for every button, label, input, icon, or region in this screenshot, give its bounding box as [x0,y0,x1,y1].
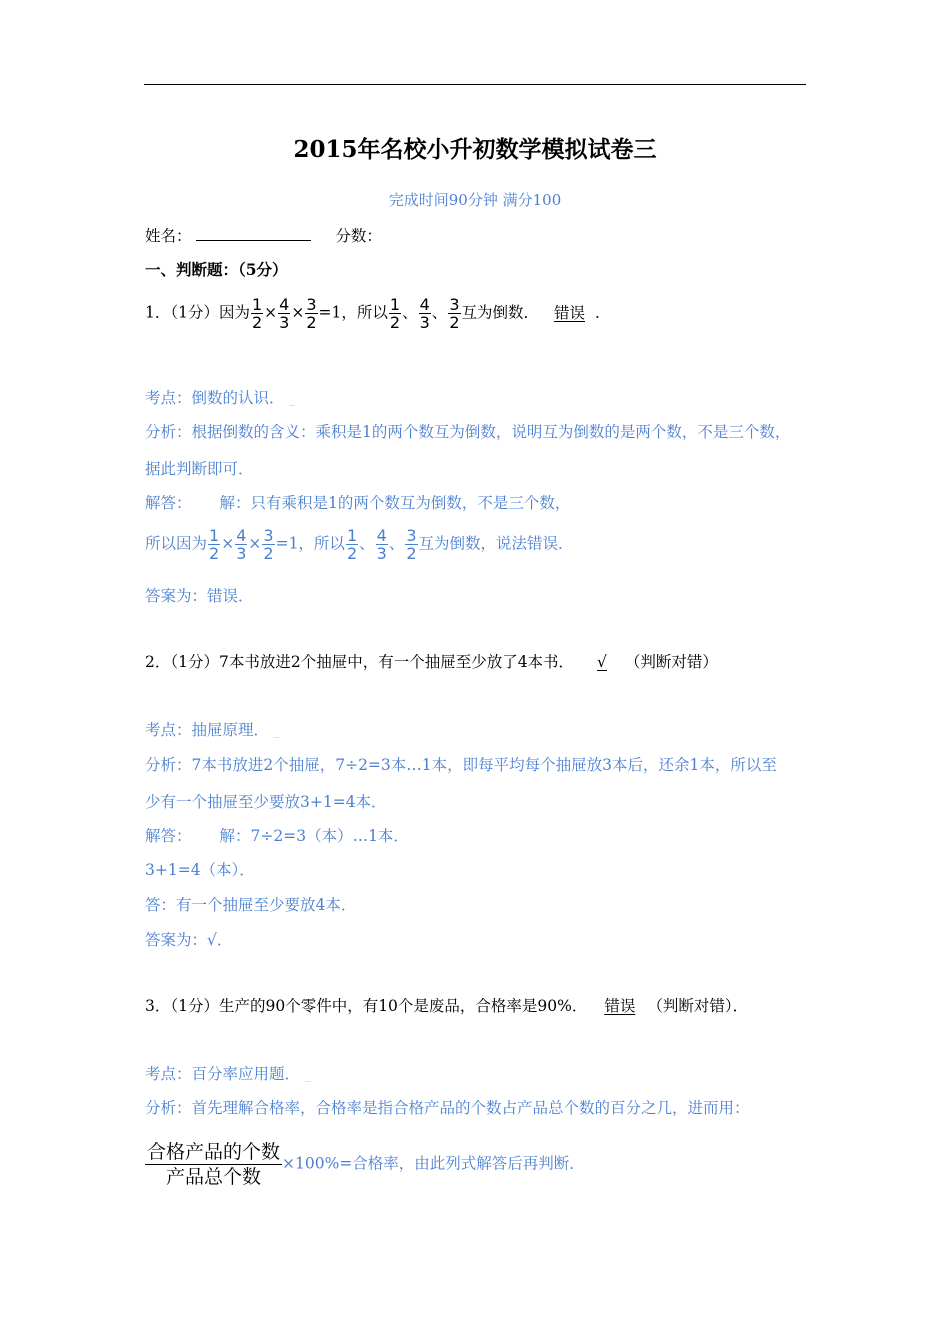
fraction: $\frac{3}{2}$ [406,526,417,563]
fraction: $\frac{4}{3}$ [376,526,387,563]
q2-answer: √ [597,653,607,671]
q3-formula: $\frac{\text{合格产品的个数}}{\text{产品总个数}}$ ×100%=合格率，由此列式解答后再判断． [147,1141,585,1188]
q1-fenxi-2: 据此判断即可． [145,460,254,478]
fraction: $\frac{1}{2}$ [346,526,358,563]
q2-jieda-3: 答：有一个抽屉至少要放4本． [145,896,357,914]
fraction: $\frac{4}{3}$ [419,295,430,332]
q3-kaodian: 考点：百分率应用题． _ [145,1065,311,1083]
q1-daan: 答案为：错误． [145,587,254,605]
q1-fenxi-1: 分析：根据倒数的含义：乘积是1的两个数互为倒数，说明互为倒数的是两个数，不是三个数， [145,423,791,441]
name-label: 姓名： [145,227,192,245]
header-rule [144,84,806,85]
page-title: 2015年名校小升初数学模拟试卷三 [293,136,657,163]
question-2: 2．（1分）7本书放进2个抽屉中，有一个抽屉至少放了4本书． √ （判断对错） [145,653,718,671]
q3-fenxi-1: 分析：首先理解合格率，合格率是指合格产品的个数占产品总个数的百分之几，进而用： [145,1099,750,1117]
fraction: $\frac{3}{2}$ [263,526,274,563]
q1-prefix: 1．（1分）因为 [145,303,250,322]
q2-jieda-2: 3+1=4（本）． [145,861,255,879]
q2-jieda-1: 解答： 解：7÷2=3（本）…1本． [145,827,409,845]
question-3: 3．（1分）生产的90个零件中，有10个是废品，合格率是90%． 错误 （判断对错）． [145,994,748,1016]
q2-daan: 答案为：√． [145,931,233,949]
fraction: $\frac{3}{2}$ [449,295,460,332]
q3-answer: 错误 [604,997,636,1015]
fraction: $\frac{3}{2}$ [306,295,317,332]
q1-jieda-2: 所以因为 $\frac{1}{2}$ × $\frac{4}{3}$ × $\frac{3}{2}$ =1，所以 $\frac{1}{2}$ 、 $\frac{4}{3}$ 、 $\frac{3}{2}$ 互为倒数，说法错误． [145,526,574,563]
fraction: $\frac{4}{3}$ [279,295,290,332]
q1-jieda-1: 解答： 解：只有乘积是1的两个数互为倒数，不是三个数， [145,494,571,512]
fraction: $\frac{1}{2}$ [251,295,263,332]
fraction: $\frac{4}{3}$ [236,526,247,563]
section-heading: 一、判断题：（5分） [145,260,288,279]
rate-fraction: $\frac{\text{合格产品的个数}}{\text{产品总个数}}$ [147,1141,281,1188]
q2-fenxi-1: 分析：7本书放进2个抽屉，7÷2=3本…1本，即每平均每个抽屉放3本后，还余1本，所以至 [145,756,777,774]
fraction: $\frac{1}{2}$ [389,295,401,332]
question-1: 1．（1分）因为 $\frac{1}{2}$ × $\frac{4}{3}$ × $\frac{3}{2}$ =1，所以 $\frac{1}{2}$ 、 $\frac{4}{3}$ 、 $\frac{3}{2}$ 互为倒数． 错误 ． [145,295,611,332]
fraction: $\frac{1}{2}$ [209,526,220,563]
student-info-row [145,224,382,246]
q1-kaodian: 考点：倒数的认识． _ [145,389,295,407]
q1-answer: 错误 [553,303,585,322]
score-label: 分数： [335,227,382,245]
q2-fenxi-2: 少有一个抽屉至少要放3+1=4本． [145,793,387,811]
q2-kaodian: 考点：抽屉原理． _ [145,721,280,739]
name-blank[interactable] [196,240,311,241]
exam-info: 完成时间90分钟 满分100 [388,191,562,209]
